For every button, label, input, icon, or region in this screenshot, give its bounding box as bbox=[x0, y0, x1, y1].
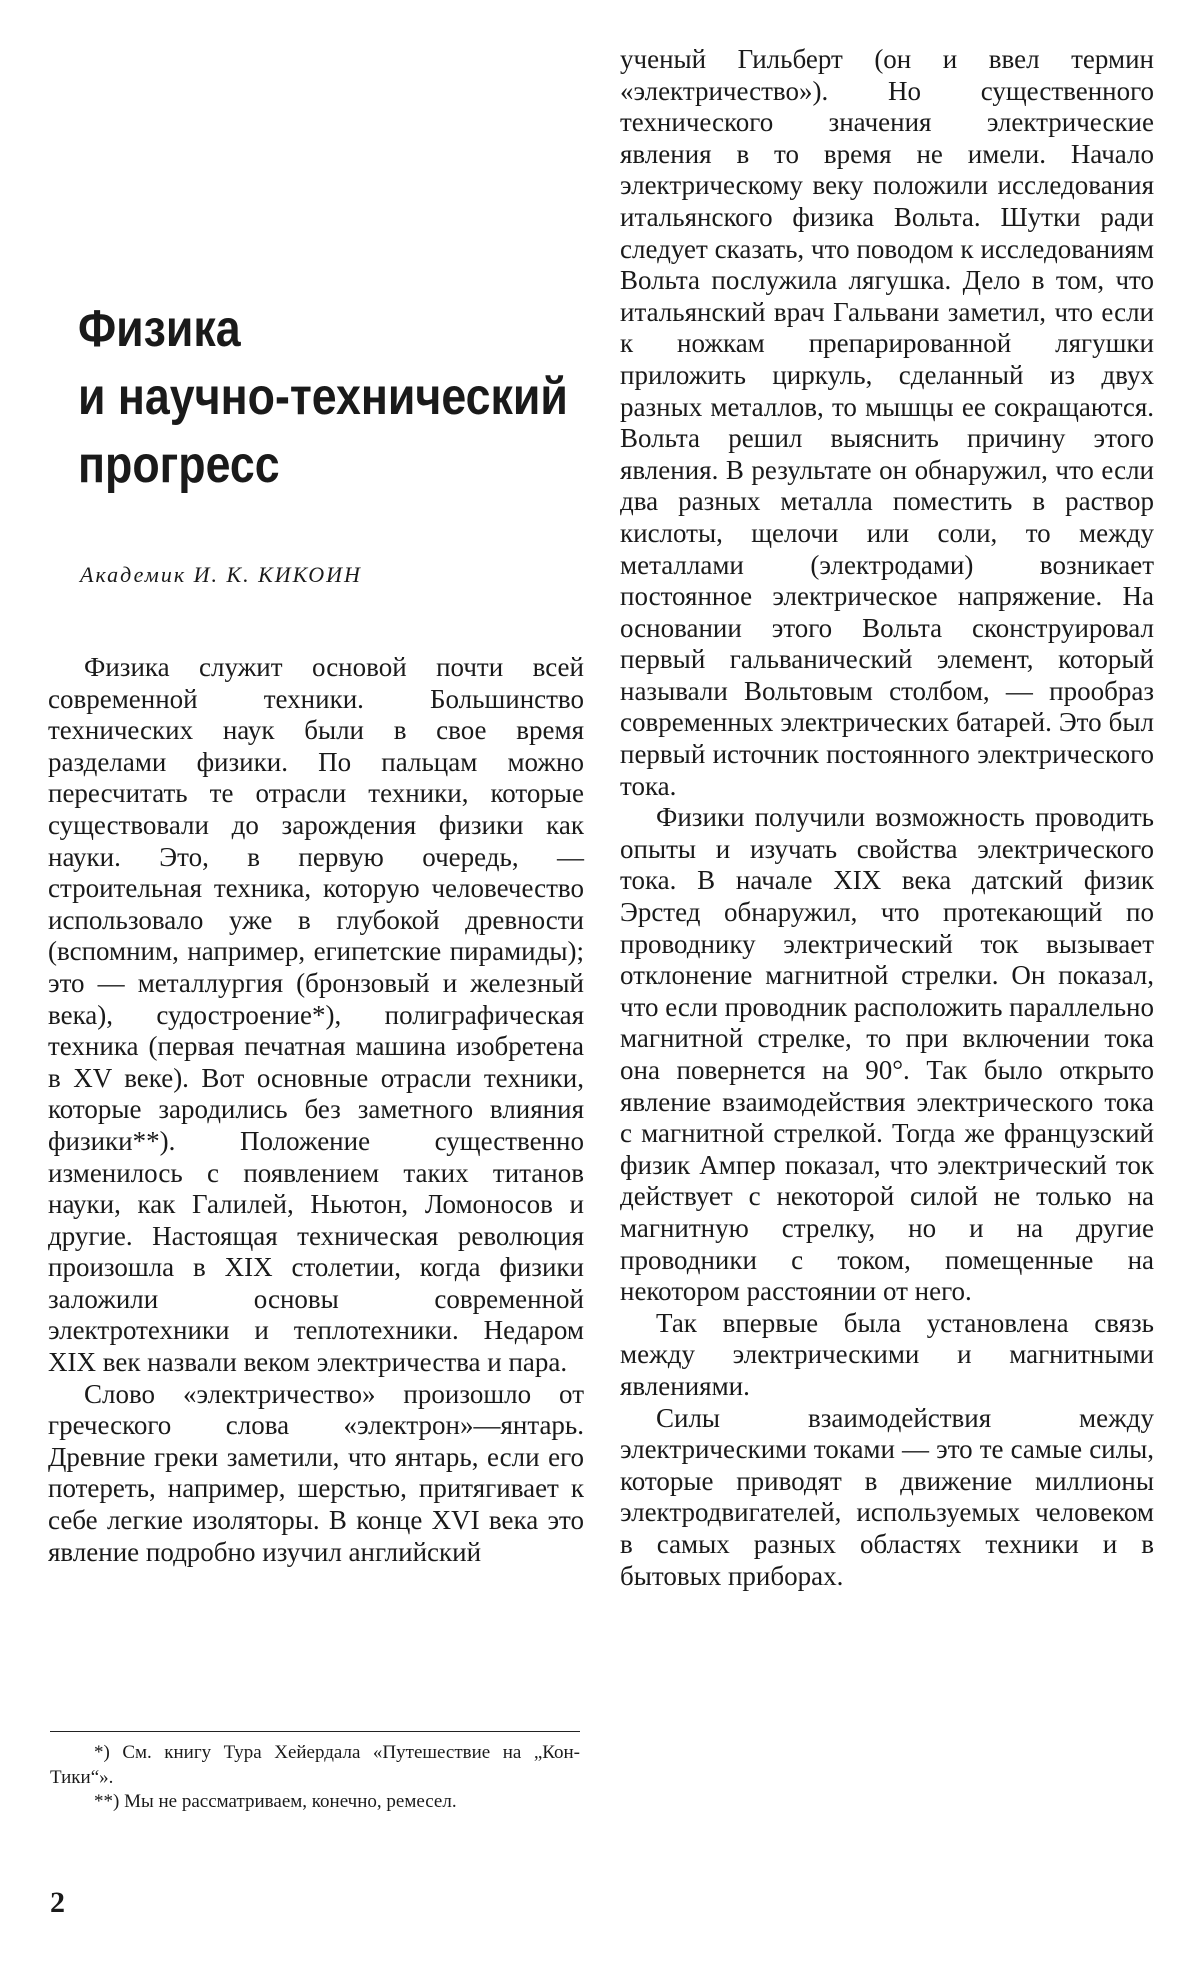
paragraph: ученый Гильберт (он и ввел термин «электричество»). Но существенного технического значения электрические явления в то время не имели. Начало электрическому веку положили исследования итальянского физика Вольта. Шутки ради следует сказать, что поводом к исследованиям Вольта послужила лягушка. Дело в том, что итальянский врач Гальвани заметил, что если к ножкам препарированной лягушки приложить циркуль, сделанный из двух разных металлов, то мышцы ее сокращаются. Вольта решил выяснить причину этого явления. В результате он обнаружил, что если два разных металла поместить в раствор кислоты, щелочи или соли, то между металлами (электродами) возникает постоянное электрическое напряжение. На основании этого Вольта сконструировал первый гальванический элемент, который называли Вольтовым столбом, — прообраз современных электрических батарей. Это был первый источник постоянного электрического тока. bbox=[620, 44, 1154, 801]
paragraph: Физика служит основой почти всей современной техники. Большинство технических наук были в свое время разделами физики. По пальцам можно пересчитать те отрасли техники, которые существовали до зарождения физики как науки. Это, в первую очередь, — строительная техника, которую человечество использовало уже в глубокой древности (вспомним, например, египетские пирамиды); это — металлургия (бронзовый и железный века), судостроение*), полиграфическая техника (первая печатная машина изобретена в XV веке). Вот основные отрасли техники, которые зародились без заметного влияния физики**). Положение существенно изменилось с появлением таких титанов науки, как Галилей, Ньютон, Ломоносов и другие. Настоящая техническая революция произошла в XIX столетии, когда физики заложили основы современной электротехники и теплотехники. Недаром XIX век назвали веком электричества и пара. bbox=[48, 652, 584, 1378]
article-author: Академик И. К. КИКОИН bbox=[80, 562, 362, 587]
article-title bbox=[78, 295, 568, 499]
footnote: **) Мы не рассматриваем, конечно, ремесел. bbox=[94, 1791, 457, 1812]
title-line: Физика bbox=[78, 300, 241, 358]
footnotes bbox=[50, 1741, 580, 1815]
paragraph: Физики получили возможность проводить опыты и изучать свойства электрического тока. В начале XIX века датский физик Эрстед обнаружил, что протекающий по проводнику электрический ток вызывает отклонение магнитной стрелки. Он показал, что если проводник расположить параллельно магнитной стрелке, то при включении тока она повернется на 90°. Так было открыто явление взаимодействия электрического тока с магнитной стрелкой. Тогда же французский физик Ампер показал, что электрический ток действует с некоторой силой не только на магнитную стрелку, но и на другие проводники с током, помещенные на некотором расстоянии от него. bbox=[620, 802, 1154, 1307]
paragraph: Так впервые была установлена связь между электрическими и магнитными явлениями. bbox=[620, 1307, 1154, 1401]
title-line: прогресс bbox=[78, 436, 280, 494]
footnote-divider bbox=[50, 1731, 580, 1732]
page-number: 2 bbox=[50, 1886, 65, 1919]
left-column bbox=[48, 652, 584, 1568]
footnote: *) См. книгу Тура Хейердала «Путешествие на „Кон-Тики“». bbox=[50, 1742, 580, 1788]
paragraph: Слово «электричество» произошло от греческого слова «электрон»—янтарь. Древние греки заметили, что янтарь, если его потереть, например, шерстью, притягивает к себе легкие изоляторы. В конце XVI века это явление подробно изучил английский bbox=[48, 1378, 584, 1567]
paragraph: Силы взаимодействия между электрическими токами — это те самые силы, которые приводят в движение миллионы электродвигателей, используемых человеком в самых разных областях техники и в бытовых приборах. bbox=[620, 1402, 1154, 1591]
title-line: и научно-технический bbox=[78, 368, 568, 426]
right-column bbox=[620, 44, 1154, 1592]
